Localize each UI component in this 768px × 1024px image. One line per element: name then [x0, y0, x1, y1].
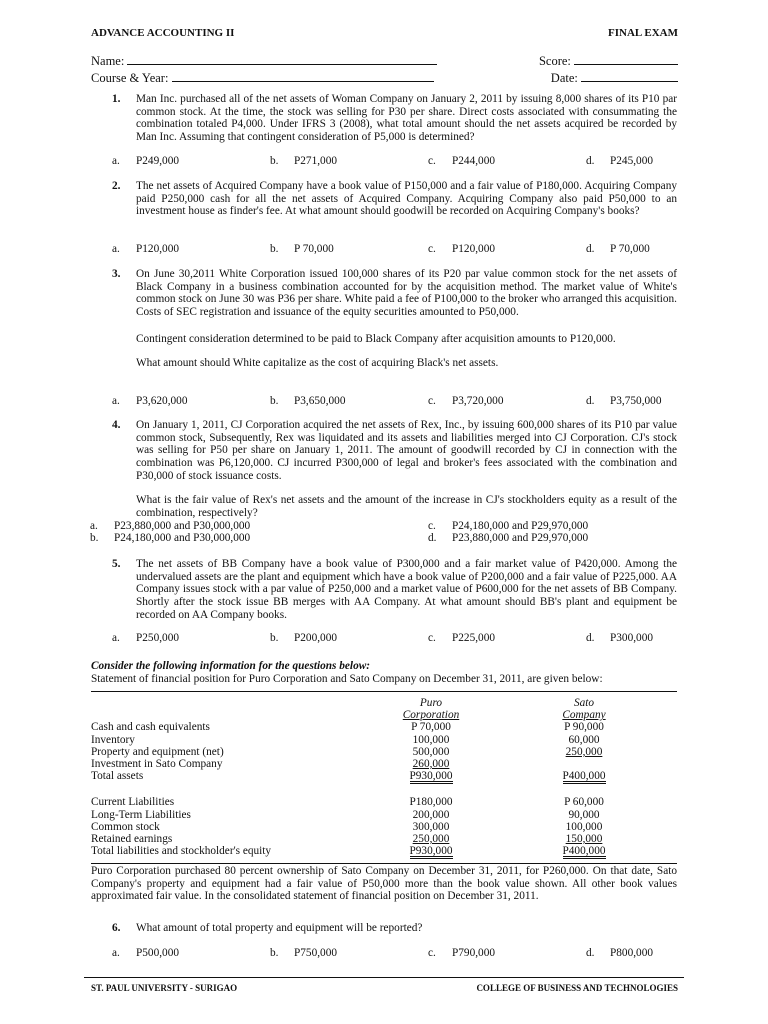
closing-paragraph: Puro Corporation purchased 80 percent ownership of Sato Company on December 31, 2011, for P260,000. On that date, Sato Company's property and equipment had a fair value of P50,000 more than the book value shown. All other book values approximated fair value. In the consolidated statement of financial position on December 31, 2011. [91, 865, 677, 903]
option-c[interactable]: c. P244,000 [428, 155, 495, 167]
question-6-options [112, 947, 677, 961]
question-text: On January 1, 2011, CJ Corporation acquired the net assets of Rex, Inc., by issuing 600,000 shares of its P10 par value common stock, Subsequently, Rex was liquidated and its assets and liabilities merged into CJ Corporation. CJ's stock was selling for P50 per share on January 1, 2011. The amount of goodwill recorded by CJ in connection with the combination was P6,120,000. CJ incurred P300,000 of legal and broker's fees associated with the combination and P30,000 of stock issuance costs. [136, 419, 677, 482]
option-a[interactable]: a. P249,000 [112, 155, 179, 167]
table-top-rule [91, 691, 677, 692]
question-4 [112, 419, 677, 519]
question-number: 5. [112, 558, 121, 570]
option-b[interactable]: b. P 70,000 [270, 243, 334, 255]
question-6 [112, 922, 677, 935]
option-a[interactable]: a. P23,880,000 and P30,000,000 [90, 520, 251, 532]
question-3 [112, 268, 677, 370]
question-text-3: What amount should White capitalize as the cost of acquiring Black's net assets. [136, 357, 499, 370]
option-b[interactable]: b. P200,000 [270, 632, 337, 644]
question-text: On June 30,2011 White Corporation issued 100,000 shares of its P20 par value common stock for the net assets of Black Company in a business combination accounted for by the acquisition method. The market value of White's common stock on June 30 was P36 per share. White paid a fee of P100,000 to the broker who arranged this acquisition. Costs of SEC registration and issuance of the equity securities amounted to P50,000. [136, 268, 677, 318]
question-text-2: Contingent consideration determined to be paid to Black Company after acquisition amounts to P120,000. [136, 332, 616, 345]
university-name: ST. PAUL UNIVERSITY - SURIGAO [91, 983, 238, 993]
option-a[interactable]: a. P3,620,000 [112, 395, 188, 407]
exam-title: FINAL EXAM [608, 27, 678, 39]
name-label: Name: [91, 54, 125, 68]
question-number: 3. [112, 268, 121, 280]
option-c[interactable]: c. P790,000 [428, 947, 495, 959]
course-label: Course & Year: [91, 70, 169, 85]
option-c[interactable]: c. P225,000 [428, 632, 495, 644]
table-row-total: Total liabilities and stockholder's equity P930,000 P400,000 [91, 845, 606, 858]
table-bottom-rule [91, 863, 677, 864]
question-2 [112, 180, 677, 218]
table-row: Retained earnings 250,000 150,000 [91, 832, 603, 845]
question-5 [112, 558, 677, 621]
page-footer [91, 983, 678, 993]
question-5-options [112, 632, 677, 646]
section-title: Consider the following information for the questions below: [91, 660, 371, 672]
name-field[interactable] [127, 53, 437, 65]
col-puro-header-2: Corporation [402, 709, 460, 722]
option-d[interactable]: d. P23,880,000 and P29,970,000 [428, 532, 589, 544]
col-sato-header-2: Company [562, 709, 606, 722]
question-number: 4. [112, 419, 121, 431]
question-number: 6. [112, 922, 121, 934]
question-2-options [112, 243, 677, 257]
question-text-2: What is the fair value of Rex's net assets and the amount of the increase in CJ's stockholders equity as a result of the combination, respectively? [136, 494, 677, 519]
date-label: Date: [550, 70, 578, 85]
option-b[interactable]: b. P750,000 [270, 947, 337, 959]
financial-position-table [91, 697, 677, 857]
table-row: Investment in Sato Company 260,000 [91, 757, 450, 770]
question-number: 2. [112, 180, 121, 192]
option-d[interactable]: d. P300,000 [586, 632, 653, 644]
question-text: Man Inc. purchased all of the net assets of Woman Company on January 2, 2011 by issuing 8,000 shares of its P10 par common stock. At the time, the stock was selling for P30 per share. Direct costs associated with consummating the combination totaled P4,000. Under IFRS 3 (2008), what total amount should the net assets acquired be recorded by Man Inc. Assuming that contingent consideration of P5,000 is determined? [136, 93, 677, 143]
question-text: The net assets of Acquired Company have a book value of P150,000 and a fair value of P180,000. Acquiring Company paid P250,000 cash for all the net assets of Acquired Company. Acquiring Company also paid P50,000 to an investment house as finder's fee. At what amount should goodwill be recorded on Acquiring Company's books? [136, 180, 677, 218]
option-c[interactable]: c. P120,000 [428, 243, 495, 255]
table-row: Inventory 100,000 60,000 [91, 733, 600, 746]
question-text: What amount of total property and equipment will be reported? [136, 922, 423, 934]
score-field[interactable] [574, 53, 678, 65]
option-d[interactable]: d. P800,000 [586, 947, 653, 959]
course-title: ADVANCE ACCOUNTING II [91, 27, 235, 39]
option-d[interactable]: d. P3,750,000 [586, 395, 662, 407]
table-row: Current Liabilities P180,000 P 60,000 [91, 796, 604, 809]
option-a[interactable]: a. P120,000 [112, 243, 179, 255]
student-fields [91, 53, 678, 86]
question-text: The net assets of BB Company have a book value of P300,000 and a fair market value of P420,000. Among the undervalued assets are the plant and equipment which have a book value of P200,000 and a fair value of P225,000. AA Company issues stock with a par value of P250,000 and a market value of P600,000 for the net assets of BB Company. Shortly after the stock issue BB merges with AA Company. At what amount should BB's plant and equipment be recorded on AA Company books. [136, 558, 677, 621]
question-4-options [90, 520, 677, 546]
course-field[interactable] [172, 70, 434, 82]
question-1-options [112, 155, 677, 169]
page-header [91, 27, 678, 39]
college-name: COLLEGE OF BUSINESS AND TECHNOLOGIES [476, 983, 678, 993]
col-puro-header: Puro [419, 697, 443, 709]
table-row: Property and equipment (net) 500,000 250,000 [91, 745, 603, 758]
option-c[interactable]: c. P24,180,000 and P29,970,000 [428, 520, 589, 532]
score-label: Score: [538, 54, 571, 68]
table-row-total: Total assets P930,000 P400,000 [91, 770, 606, 783]
option-b[interactable]: b. P24,180,000 and P30,000,000 [90, 532, 251, 544]
option-b[interactable]: b. P3,650,000 [270, 395, 346, 407]
section-subtitle: Statement of financial position for Puro Corporation and Sato Company on December 31, 2011, are given below: [91, 673, 603, 685]
date-field[interactable] [581, 70, 678, 82]
option-a[interactable]: a. P500,000 [112, 947, 179, 959]
table-row: Common stock 300,000 100,000 [91, 820, 603, 833]
option-b[interactable]: b. P271,000 [270, 155, 337, 167]
option-d[interactable]: d. P 70,000 [586, 243, 650, 255]
option-a[interactable]: a. P250,000 [112, 632, 179, 644]
table-header-row-2 [91, 709, 677, 721]
option-d[interactable]: d. P245,000 [586, 155, 653, 167]
question-number: 1. [112, 93, 121, 105]
option-c[interactable]: c. P3,720,000 [428, 395, 504, 407]
table-row: Long-Term Liabilities 200,000 90,000 [91, 808, 600, 821]
table-header-row-1 [91, 697, 677, 709]
question-1 [112, 93, 677, 144]
table-row: Cash and cash equivalents P 70,000 P 90,000 [91, 721, 604, 734]
footer-rule [84, 977, 684, 978]
question-3-options [112, 395, 677, 409]
col-sato-header: Sato [573, 697, 595, 709]
